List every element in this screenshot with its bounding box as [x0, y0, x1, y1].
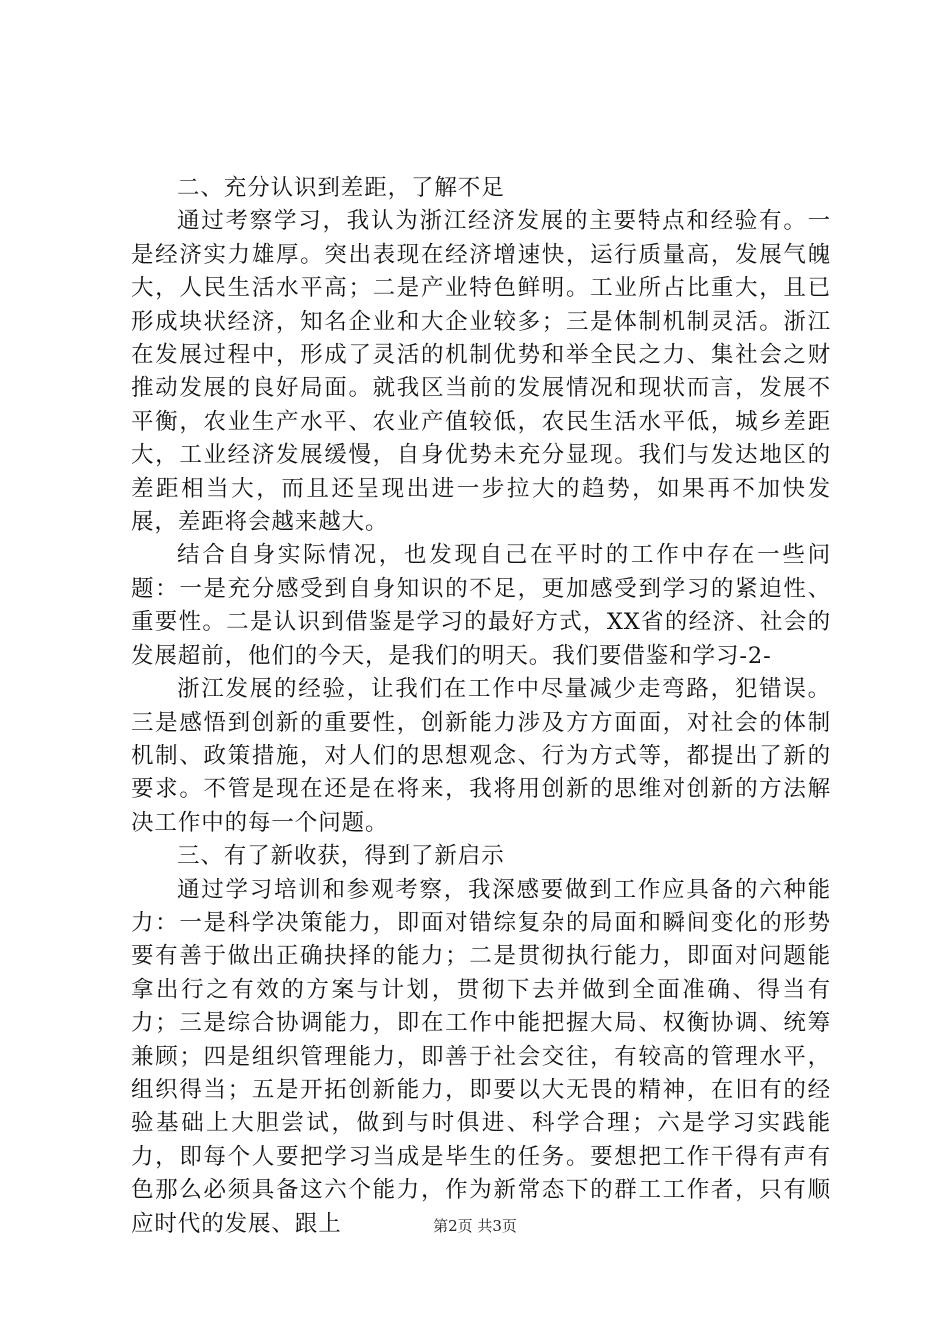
page-footer: 第2页 共3页 [433, 1217, 517, 1235]
section-heading-3: 三、有了新收获，得到了新启示 [177, 843, 505, 870]
section-heading-2: 二、充分认识到差距，了解不足 [177, 175, 505, 201]
paragraph: 通过学习培训和参观考察，我深感要做到工作应具备的六种能力：一是科学决策能力，即面对错综复杂的局面和瞬间变化的形势要有善于做出正确抉择的能力；二是贯彻执行能力，即面对问题能拿出行之有效的方案与计划，贯彻下去并做到全面准确、得当有力；三是综合协调能力，即在工作中能把握大局、权衡协调、统筹兼顾；四是组织管理能力，即善于社会交往，有较高的管理水平，组织得当；五是开拓创新能力，即要以大无畏的精神，在旧有的经验基础上大胆尝试，做到与时俱进、科学合理；六是学习实践能力，即每个人要把学习当成是毕生的任务。要想把工作干得有声有色那么必须具备这六个能力，作为新常态下的群工工作者，只有顺应时代的发展、跟上 [131, 876, 831, 1237]
paragraph: 结合自身实际情况，也发现自己在平时的工作中存在一些问题：一是充分感受到自身知识的不足，更加感受到学习的紧迫性、重要性。二是认识到借鉴是学习的最好方式，XX省的经济、社会的发展超前，他们的今天，是我们的明天。我们要借鉴和学习-2- [131, 542, 831, 669]
paragraph: 浙江发展的经验，让我们在工作中尽量减少走弯路，犯错误。三是感悟到创新的重要性，创新能力涉及方方面面，对社会的体制机制、政策措施，对人们的思想观念、行为方式等，都提出了新的要求。不管是现在还是在将来，我将用创新的思维对创新的方法解决工作中的每一个问题。 [131, 676, 831, 836]
document-body [131, 172, 831, 1241]
paragraph: 通过考察学习，我认为浙江经济发展的主要特点和经验有。一是经济实力雄厚。突出表现在经济增速快，运行质量高，发展气魄大，人民生活水平高；二是产业特色鲜明。工业所占比重大，且已形成块状经济，知名企业和大企业较多；三是体制机制灵活。浙江在发展过程中，形成了灵活的机制优势和举全民之力、集社会之财推动发展的良好局面。就我区当前的发展情况和现状而言，发展不平衡，农业生产水平、农业产值较低，农民生活水平低，城乡差距大，工业经济发展缓慢，自身优势未充分显现。我们与发达地区的差距相当大，而且还呈现出进一步拉大的趋势，如果再不加快发展，差距将会越来越大。 [131, 208, 831, 536]
